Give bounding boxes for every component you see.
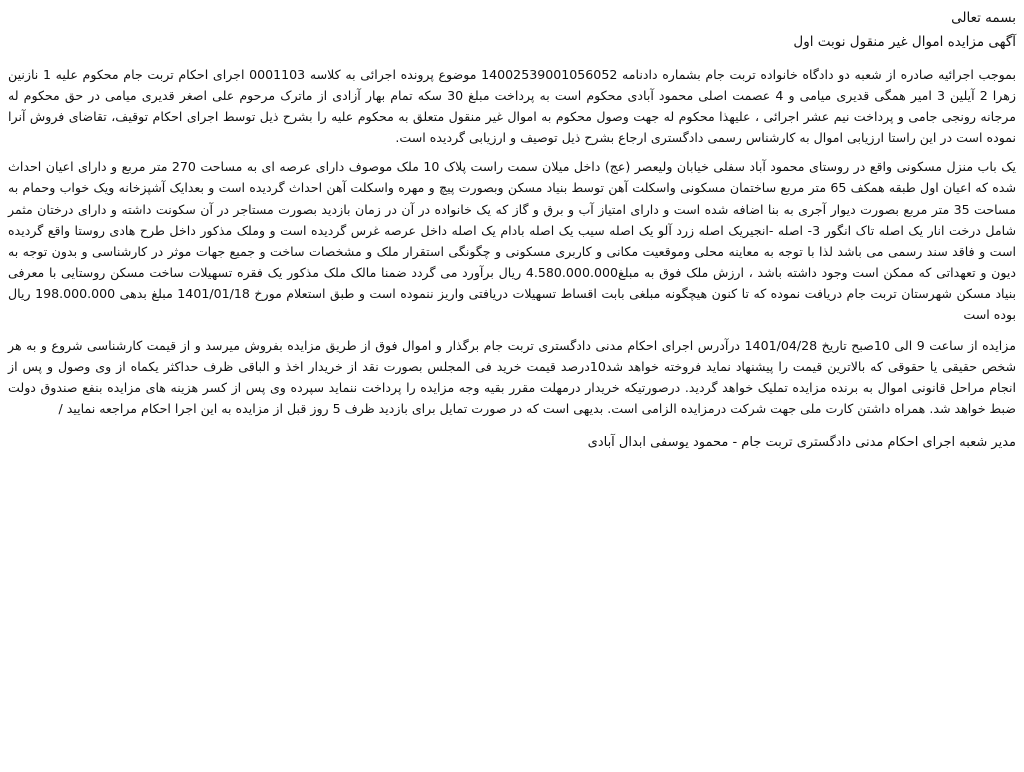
property-description-paragraph: یک باب منزل مسکونی واقع در روستای محمود آباد سفلی خیابان ولیعصر (عج) داخل میلان سمت راست پلاک 10 ملک موصوف دارای عرصه ای به مساحت 270 متر مربع و دارای اعیان احداث شده که اعیان اول طبقه همکف 65 متر مربع ساختمان مسکونی واسکلت آهن توسط بنیاد مسکن وبصورت پیچ و مهره واسکلت آهن احداث گردیده است و بعدایک آشپزخانه ویک خواب وحمام به مساحت 35 متر مربع بصورت دیوار آجری به بنا اضافه شده است و دارای امتیاز آب و برق و گاز که یک خانواده در آن در زمان بازدید بصورت مستاجر در آن سکونت داشته و دارای درختان مثمر شامل درخت انار یک اصله تاک انگور 3- اصله -انجیریک اصله زرد آلو یک اصله سیب یک اصله بادام یک اصله داخل عرصه غرس گردیده است و وملک مذکور داخل طرح هادی روستا واقع گردیده است و فاقد سند رسمی می باشد لذا با توجه به معاینه محلی وموقعیت مکانی و کاربری مسکونی و چگونگی استقرار ملک و مشخصات ساخت و جمیع جهات موثر در کارشناسی و بدون توجه به دیون و تعهداتی که ممکن است وجود داشته باشد ، ارزش ملک فوق به مبلغ4.580.000.000 ریال برآورد می گردد ضمنا مالک ملک مذکور یک فقره تسهیلات ساخت مسکن روستایی با معرفی بنیاد مسکن شهرستان تربت جام دریافت نموده که تا کنون هیچگونه مبلغی بابت اقساط تسهیلات دریافتی واریز ننموده است و طبق استعلام مورخ 1401/01/18 مبلغ بدهی 198.000.000 ریال بوده است (8, 159, 1017, 323)
opening-paragraph: بموجب اجرائیه صادره از شعبه دو دادگاه خانواده تربت جام بشماره دادنامه 14002539001056052 موضوع پرونده اجرائی به کلاسه 0001103 اجرای احکام تربت جام محکوم علیه 1 نازنین زهرا 2 آیلین 3 امیر همگی قدیری میامی و 4 عصمت اصلی محمود آبادی محکوم است به پرداخت مبلغ 30 سکه تمام بهار آزادی از ماترک مرحوم علی اصغر قدیری میامی در حق محکوم له مرجانه رونجی جامی و پرداخت نیم عشر اجرائی ، علیهذا محکوم له جهت وصول محکوم به اموال غیر منقول متعلق به محکوم علیه را بشرح ذیل توسط اجرای احکام توقیف، تقاضای فروش آنرا نموده است در این راستا ارزیابی اموال به کارشناس رسمی دادگستری ارجاع بشرح ذیل توصیف و ارزیابی گردیده است. (8, 67, 1016, 146)
invocation-heading: بسمه تعالی (951, 10, 1016, 26)
auction-notice-document (8, 6, 1016, 766)
auction-terms-paragraph: مزایده از ساعت 9 الی 10صبح تاریخ 1401/04/28 درآدرس اجرای احکام مدنی دادگستری تربت جام برگذار و اموال فوق از طریق مزایده بفروش میرسد و از قیمت کارشناسی شروع و به هر شخص حقیقی یا حقوقی که بالاترین قیمت را پیشنهاد نماید فروخته خواهد شد10درصد قیمت خرید فی المجلس بصورت نقد از خریدار اخذ و الباقی ظرف حداکثر یکماه از وی وصول و پس از انجام مراحل قانونی اموال به برنده مزایده تملیک خواهد گردید. درصورتیکه خریدار درمهلت مقرر بقیه وجه مزایده را پرداخت ننماید سپرده وی پس از کسر هزینه های مزایده بنفع صندوق دولت ضبط خواهد شد. همراه داشتن کارت ملی جهت شرکت درمزایده الزامی است. بدیهی است که در صورت تمایل برای بازدید ظرف 5 روز قبل از مزایده به این اجرا احکام مراجعه نمایید / (8, 338, 1017, 417)
signature-line: مدیر شعبه اجرای احکام مدنی دادگستری تربت جام - محمود یوسفی ابدال آبادی (587, 434, 1016, 450)
notice-title: آگهی مزایده اموال غیر منقول نوبت اول (793, 34, 1016, 50)
